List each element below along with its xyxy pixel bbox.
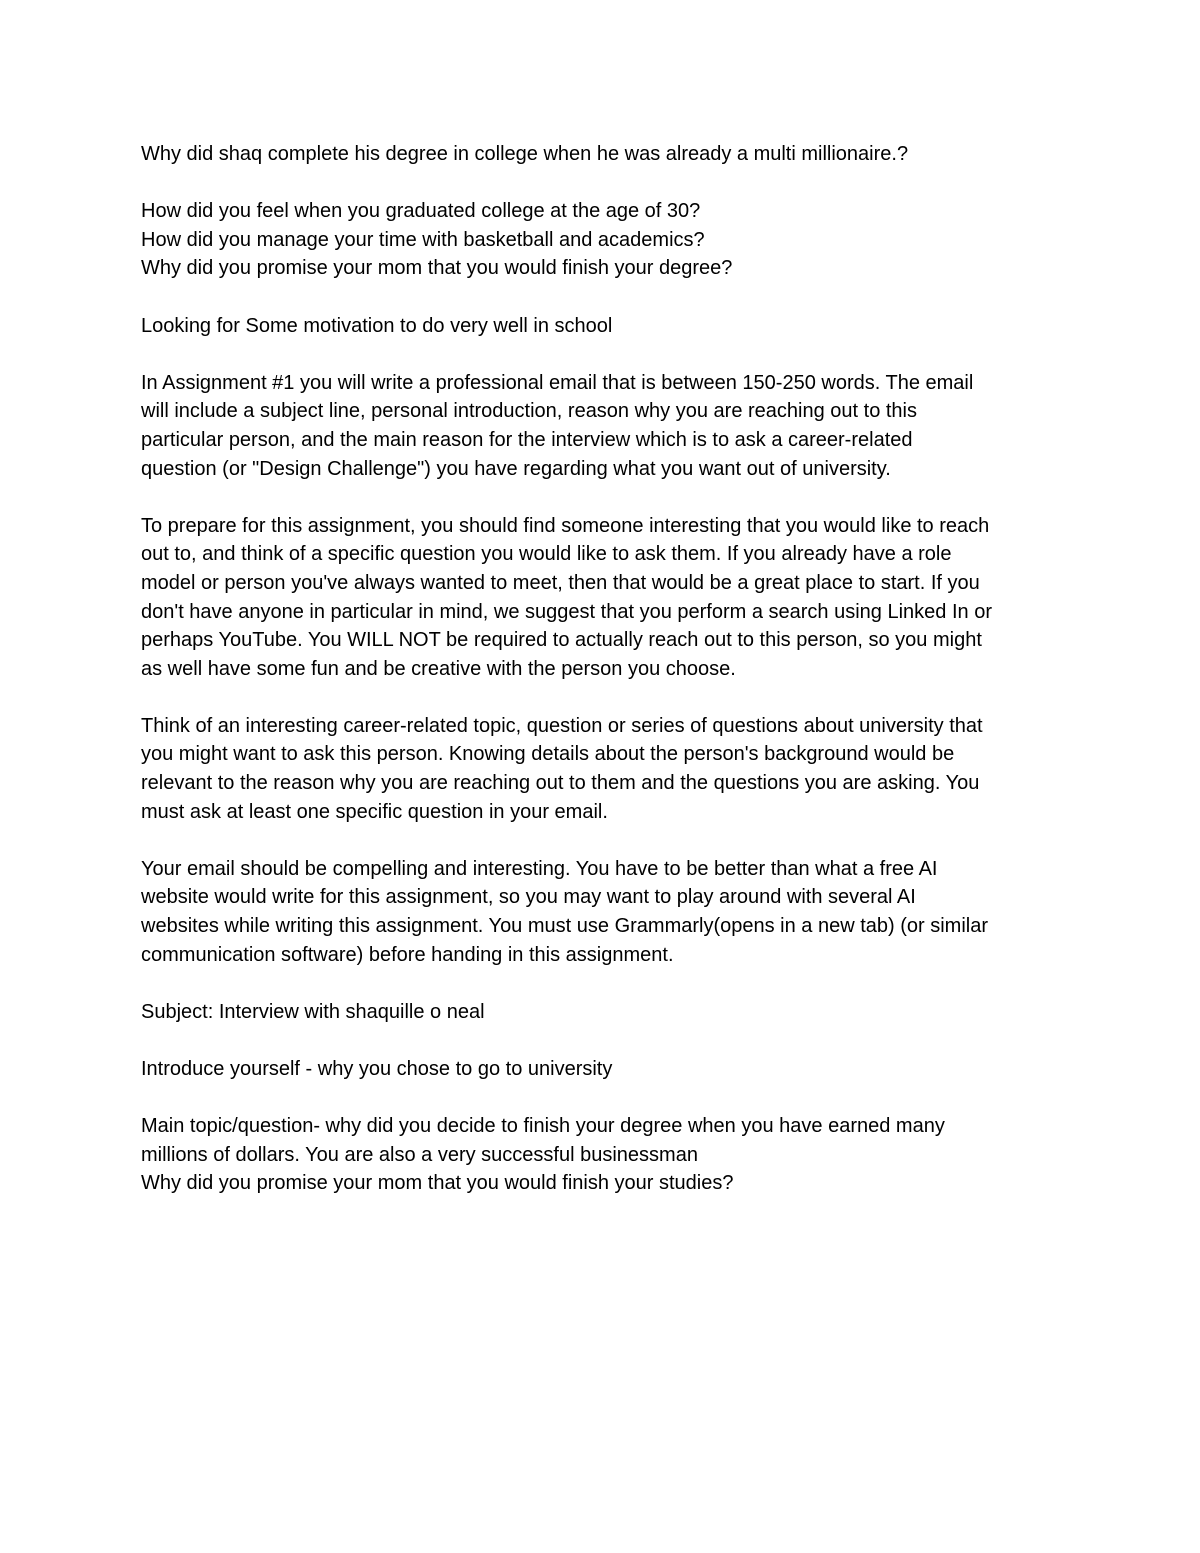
text-line: question (or "Design Challenge") you have regarding what you want out of university. <box>141 457 891 480</box>
text-line: perhaps YouTube. You WILL NOT be required to actually reach out to this person, so you might <box>141 629 982 652</box>
text-line: Main topic/question- why did you decide to finish your degree when you have earned many <box>141 1115 945 1138</box>
paragraph-introduce <box>141 1055 1071 1084</box>
text-line: In Assignment #1 you will write a professional email that is between 150-250 words. The email <box>141 371 974 394</box>
text-line: Your email should be compelling and interesting. You have to be better than what a free AI <box>141 857 938 880</box>
text-line: will include a subject line, personal introduction, reason why you are reaching out to this <box>141 400 917 423</box>
text-line: websites while writing this assignment. You must use Grammarly(opens in a new tab) (or similar <box>141 915 989 938</box>
document-body <box>141 140 1071 1227</box>
text-line: as well have some fun and be creative with the person you choose. <box>141 657 736 680</box>
text-line: communication software) before handing in this assignment. <box>141 943 674 966</box>
text-line: particular person, and the main reason for the interview which is to ask a career-related <box>141 428 913 451</box>
text-line: Why did you promise your mom that you would finish your degree? <box>141 257 733 280</box>
paragraph-intro-question <box>141 140 1071 169</box>
text-line: Looking for Some motivation to do very well in school <box>141 314 613 337</box>
paragraph-motivation <box>141 312 1071 341</box>
paragraph-interview-questions <box>141 197 1071 283</box>
text-line: don't have anyone in particular in mind, we suggest that you perform a search using Linked In or <box>141 600 992 623</box>
text-line: millions of dollars. You are also a very successful businessman <box>141 1143 698 1166</box>
paragraph-subject <box>141 998 1071 1027</box>
text-line: model or person you've always wanted to meet, then that would be a great place to start. If you <box>141 571 980 594</box>
text-line: Introduce yourself - why you chose to go to university <box>141 1058 613 1080</box>
text-line: Subject: Interview with shaquille o neal <box>141 1000 485 1023</box>
text-line: To prepare for this assignment, you should find someone interesting that you would like to reach <box>141 514 990 537</box>
text-line: How did you manage your time with basketball and academics? <box>141 228 705 251</box>
text-line: Think of an interesting career-related topic, question or series of questions about university that <box>141 714 983 737</box>
paragraph-preparation <box>141 512 1071 684</box>
text-line: How did you feel when you graduated college at the age of 30? <box>141 200 701 223</box>
paragraph-main-topic <box>141 1112 1071 1198</box>
paragraph-email-quality <box>141 855 1071 969</box>
text-line: out to, and think of a specific question you would like to ask them. If you already have a role <box>141 543 952 566</box>
paragraph-assignment-description <box>141 369 1071 483</box>
text-line: relevant to the reason why you are reaching out to them and the questions you are asking. You <box>141 772 980 795</box>
text-line: Why did you promise your mom that you would finish your studies? <box>141 1172 734 1195</box>
text-line: website would write for this assignment, so you may want to play around with several AI <box>141 886 916 909</box>
text-line: Why did shaq complete his degree in college when he was already a multi millionaire.? <box>141 143 909 165</box>
paragraph-topic <box>141 712 1071 826</box>
text-line: must ask at least one specific question in your email. <box>141 800 608 823</box>
text-line: you might want to ask this person. Knowing details about the person's background would be <box>141 743 955 766</box>
